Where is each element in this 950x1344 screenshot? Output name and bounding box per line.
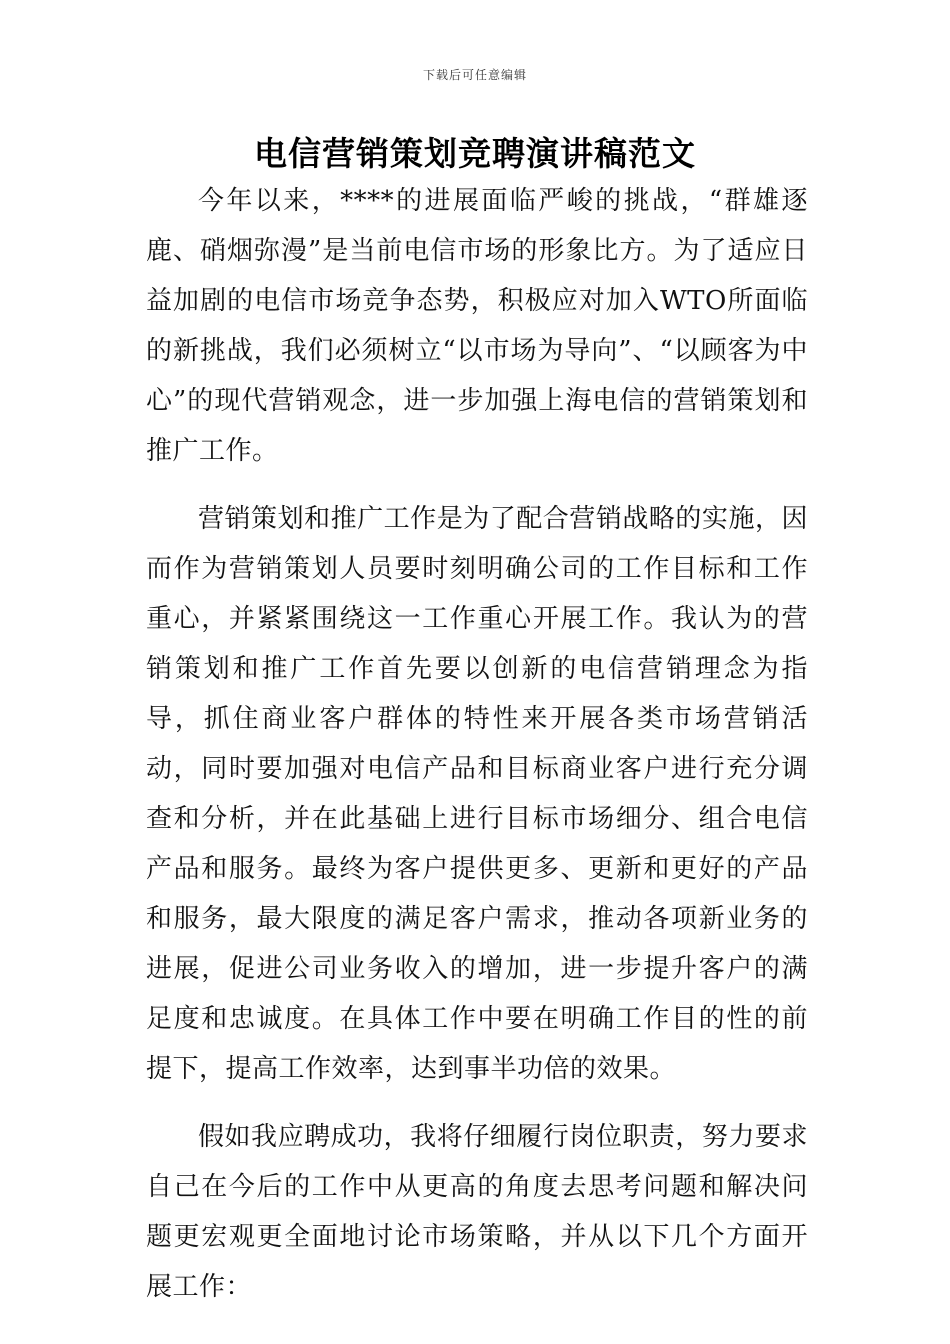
paragraph-1: 今年以来，****的进展面临严峻的挑战，“群雄逐鹿、硝烟弥漫”是当前电信市场的形象比方。为了适应日益加剧的电信市场竞争态势，积极应对加入WTO所面临的新挑战，我们必须树立“以市场为导向”、“以顾客为中心”的现代营销观念，进一步加强上海电信的营销策划和推广工作。 (146, 186, 808, 466)
document-body (146, 176, 808, 1312)
paragraph-2: 营销策划和推广工作是为了配合营销战略的实施，因而作为营销策划人员要时刻明确公司的工作目标和工作重心，并紧紧围绕这一工作重心开展工作。我认为的营销策划和推广工作首先要以创新的电信营销理念为指导，抓住商业客户群体的特性来开展各类市场营销活动，同时要加强对电信产品和目标商业客户进行充分调查和分析，并在此基础上进行目标市场细分、组合电信产品和服务。最终为客户提供更多、更新和更好的产品和服务，最大限度的满足客户需求，推动各项新业务的进展，促进公司业务收入的增加，进一步提升客户的满足度和忠诚度。在具体工作中要在明确工作目的性的前提下，提高工作效率，达到事半功倍的效果。 (146, 504, 808, 1084)
paragraph-3: 假如我应聘成功，我将仔细履行岗位职责，努力要求自己在今后的工作中从更高的角度去思考问题和解决问题更宏观更全面地讨论市场策略，并从以下几个方面开展工作： (146, 1122, 808, 1302)
document-title: 电信营销策划竞聘演讲稿范文 (254, 134, 696, 173)
header-note: 下载后可任意编辑 (422, 68, 527, 82)
